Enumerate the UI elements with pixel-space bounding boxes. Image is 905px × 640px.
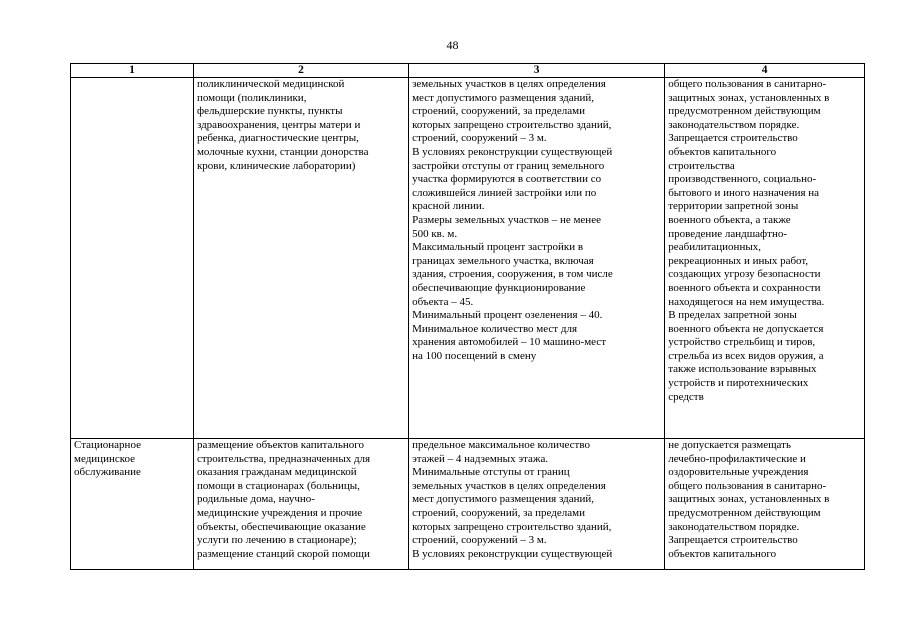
cell-text: предельное максимальное количество этажей – 4 надземных этажа. Минимальные отступы от границ земельных участков в целях определения мест допустимого размещения зданий, строений, сооружений, за пределами которых запрещено строительство зданий, строений, сооружений – 3 м. В условиях реконструкции существующей bbox=[412, 439, 613, 560]
cell-use-name bbox=[71, 78, 194, 439]
cell-text: поликлинической медицинской помощи (поликлиники, фельдшерские пункты, пункты здравоохранения, центры матери и ребенка, диагностические центры, молочные кухни, станции донорства крови, клинические лаборатории) bbox=[196, 78, 369, 172]
cell-text: общего пользования в санитарно- защитных зонах, установленных в предусмотренном действующим законодательством порядке. Запрещается строительство объектов капитального строительства производственного, социально- бытового и иного назначения на территории запретной зоны военного объекта, а также проведение ландшафтно- реабилитационных, рекреационных и иных работ, создающих угрозу безопасности военного объекта и сохранности находящегося на нем имущества. В пределах запретной зоны военного объекта не допускается устройство стрельбищ и тиров, стрельба из всех видов оружия, а также использование взрывных устройств и пиротехнических средств bbox=[668, 78, 830, 403]
table-row bbox=[71, 78, 865, 439]
column-header-1: 1 bbox=[71, 64, 194, 78]
cell-restrictions bbox=[665, 78, 865, 439]
table-header-row bbox=[71, 64, 865, 78]
cell-use-description bbox=[193, 78, 408, 439]
table-row bbox=[71, 439, 865, 570]
page-number: 48 bbox=[446, 38, 459, 52]
cell-text: Стационарное медицинское обслуживание bbox=[74, 439, 141, 479]
cell-text: не допускается размещать лечебно-профилактические и оздоровительные учреждения общего пользования в санитарно- защитных зонах, установленных в предусмотренном действующим законодательством порядке. Запрещается строительство объектов капитального bbox=[668, 439, 830, 560]
column-header-4: 4 bbox=[665, 64, 865, 78]
cell-text: размещение объектов капитального строительства, предназначенных для оказания гражданам медицинской помощи в стационарах (больницы, родильные дома, научно- медицинские учреждения и прочие объекты, обеспечивающие оказание услуги по лечению в стационаре); размещение станций скорой помощи bbox=[196, 439, 371, 560]
cell-parameters bbox=[409, 78, 665, 439]
column-header-3: 3 bbox=[409, 64, 665, 78]
cell-restrictions bbox=[665, 439, 865, 570]
cell-use-description bbox=[193, 439, 408, 570]
column-header-2: 2 bbox=[193, 64, 408, 78]
cell-use-name bbox=[71, 439, 194, 570]
cell-text: земельных участков в целях определения мест допустимого размещения зданий, строений, сооружений, за пределами которых запрещено строительство зданий, строений, сооружений – 3 м. В условиях реконструкции существующей застройки отступы от границ земельного участка формируются в соответствии со сложившейся линией застройки или по красной линии. Размеры земельных участков – не менее 500 кв. м. Максимальный процент застройки в границах земельного участка, включая здания, строения, сооружения, в том числе обеспечивающие функционирование объекта – 45. Минимальный процент озеленения – 40. Минимальное количество мест для хранения автомобилей – 10 машино-мест на 100 посещений в смену bbox=[412, 78, 613, 362]
document-table bbox=[70, 63, 865, 570]
cell-parameters bbox=[409, 439, 665, 570]
